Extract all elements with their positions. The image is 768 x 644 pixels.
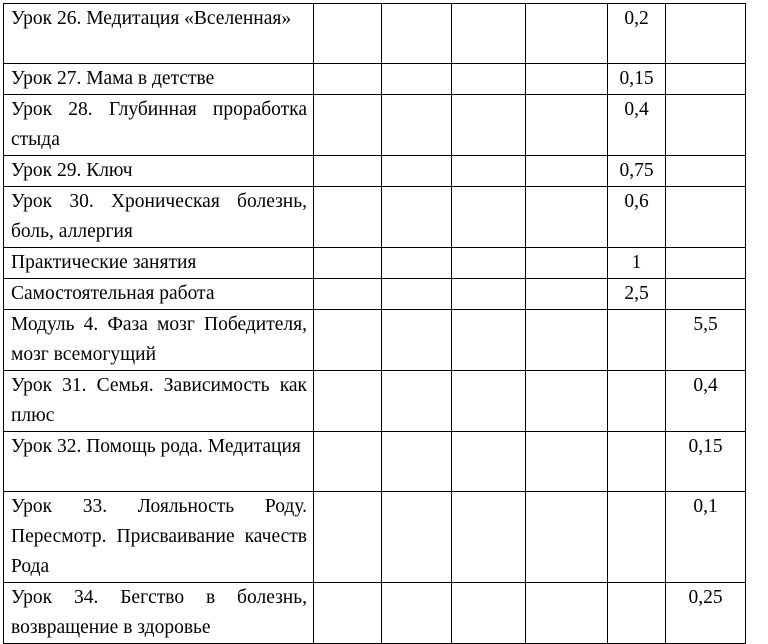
hours-cell: 0,15 xyxy=(608,64,666,95)
table-row xyxy=(4,279,746,310)
empty-cell xyxy=(452,279,526,310)
module-hours-cell: 0,15 xyxy=(666,432,746,492)
lesson-name: Урок 32. Помощь рода. Медитация xyxy=(4,432,314,492)
empty-cell xyxy=(314,492,382,583)
empty-cell xyxy=(314,310,382,371)
empty-cell xyxy=(382,583,452,644)
module-hours-cell xyxy=(666,156,746,187)
empty-cell xyxy=(382,432,452,492)
empty-cell xyxy=(452,64,526,95)
empty-cell xyxy=(526,95,608,156)
empty-cell xyxy=(314,432,382,492)
module-hours-cell xyxy=(666,248,746,279)
lesson-name: Урок 30. Хроническая болезнь, боль, аллергия xyxy=(4,187,314,248)
empty-cell xyxy=(382,371,452,432)
empty-cell xyxy=(526,371,608,432)
lesson-name: Урок 27. Мама в детстве xyxy=(4,64,314,95)
empty-cell xyxy=(314,371,382,432)
module-hours-cell xyxy=(666,64,746,95)
table-row xyxy=(4,310,746,371)
empty-cell xyxy=(526,187,608,248)
module-hours-cell: 5,5 xyxy=(666,310,746,371)
empty-cell xyxy=(314,64,382,95)
empty-cell xyxy=(382,95,452,156)
empty-cell xyxy=(526,432,608,492)
empty-cell xyxy=(314,4,382,64)
empty-cell xyxy=(452,248,526,279)
empty-cell xyxy=(382,187,452,248)
hours-cell: 0,4 xyxy=(608,95,666,156)
hours-cell: 0,75 xyxy=(608,156,666,187)
empty-cell xyxy=(382,492,452,583)
lesson-name: Урок 29. Ключ xyxy=(4,156,314,187)
module-hours-cell xyxy=(666,279,746,310)
lesson-name: Урок 31. Семья. Зависимость как плюс xyxy=(4,371,314,432)
table-row xyxy=(4,156,746,187)
empty-cell xyxy=(314,583,382,644)
table-row xyxy=(4,432,746,492)
empty-cell xyxy=(452,310,526,371)
table-row xyxy=(4,64,746,95)
empty-cell xyxy=(526,248,608,279)
empty-cell xyxy=(314,187,382,248)
module-hours-cell xyxy=(666,95,746,156)
module-hours-cell: 0,1 xyxy=(666,492,746,583)
table-row xyxy=(4,492,746,583)
empty-cell xyxy=(526,4,608,64)
module-hours-cell: 0,25 xyxy=(666,583,746,644)
empty-cell xyxy=(526,64,608,95)
module-name: Модуль 4. Фаза мозг Победителя, мозг всемогущий xyxy=(4,310,314,371)
lesson-name: Урок 28. Глубинная проработка стыда xyxy=(4,95,314,156)
empty-cell xyxy=(314,95,382,156)
lesson-name: Практические занятия xyxy=(4,248,314,279)
empty-cell xyxy=(526,583,608,644)
empty-cell xyxy=(452,187,526,248)
empty-cell xyxy=(314,279,382,310)
table-row xyxy=(4,187,746,248)
curriculum-table xyxy=(3,3,746,644)
empty-cell xyxy=(452,583,526,644)
lesson-name: Урок 26. Медитация «Вселенная» xyxy=(4,4,314,64)
hours-cell xyxy=(608,371,666,432)
empty-cell xyxy=(452,492,526,583)
empty-cell xyxy=(382,248,452,279)
lesson-name: Самостоятельная работа xyxy=(4,279,314,310)
empty-cell xyxy=(382,64,452,95)
hours-cell xyxy=(608,583,666,644)
empty-cell xyxy=(526,156,608,187)
table-row xyxy=(4,95,746,156)
hours-cell: 0,6 xyxy=(608,187,666,248)
module-hours-cell xyxy=(666,187,746,248)
empty-cell xyxy=(526,492,608,583)
empty-cell xyxy=(452,371,526,432)
table-row xyxy=(4,583,746,644)
empty-cell xyxy=(314,248,382,279)
empty-cell xyxy=(452,156,526,187)
table-row xyxy=(4,371,746,432)
hours-cell xyxy=(608,310,666,371)
empty-cell xyxy=(382,4,452,64)
hours-cell xyxy=(608,492,666,583)
empty-cell xyxy=(452,95,526,156)
empty-cell xyxy=(452,432,526,492)
empty-cell xyxy=(452,4,526,64)
hours-cell: 1 xyxy=(608,248,666,279)
lesson-name: Урок 33. Лояльность Роду. Пересмотр. Присваивание качеств Рода xyxy=(4,492,314,583)
module-hours-cell: 0,4 xyxy=(666,371,746,432)
hours-cell: 2,5 xyxy=(608,279,666,310)
module-hours-cell xyxy=(666,4,746,64)
hours-cell: 0,2 xyxy=(608,4,666,64)
hours-cell xyxy=(608,432,666,492)
empty-cell xyxy=(382,279,452,310)
empty-cell xyxy=(314,156,382,187)
table-row xyxy=(4,248,746,279)
empty-cell xyxy=(526,279,608,310)
empty-cell xyxy=(382,310,452,371)
empty-cell xyxy=(526,310,608,371)
empty-cell xyxy=(382,156,452,187)
table-row xyxy=(4,4,746,64)
lesson-name: Урок 34. Бегство в болезнь, возвращение в здоровье xyxy=(4,583,314,644)
